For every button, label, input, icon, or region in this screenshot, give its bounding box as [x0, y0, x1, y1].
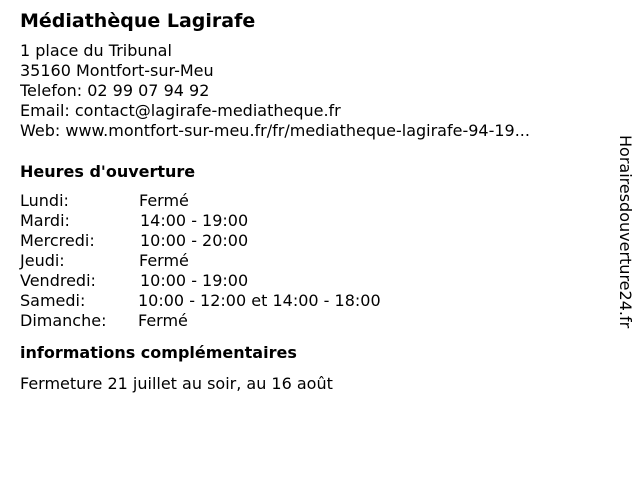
address-street: 1 place du Tribunal [20, 41, 172, 60]
hours-row-mardi [20, 211, 605, 231]
day-label: Samedi: [20, 291, 86, 310]
hours-row-mercredi [20, 231, 605, 251]
day-label: Dimanche: [20, 311, 107, 330]
hours-row-jeudi [20, 251, 605, 271]
day-hours: 10:00 - 20:00 [140, 231, 249, 250]
phone-line: Telefon: 02 99 07 94 92 [20, 81, 210, 100]
hours-row-lundi [20, 191, 605, 211]
day-hours: Fermé [139, 251, 189, 270]
day-label: Mercredi: [20, 231, 95, 250]
address-city: 35160 Montfort-sur-Meu [20, 61, 214, 80]
day-label: Lundi: [20, 191, 69, 210]
hours-heading: Heures d'ouverture [20, 162, 196, 181]
library-card [20, 9, 605, 394]
site-watermark: Horairesdouverture24.fr [616, 135, 635, 329]
day-label: Jeudi: [20, 251, 65, 270]
hours-row-dimanche [20, 311, 605, 331]
day-hours: 10:00 - 19:00 [140, 271, 249, 290]
website-line: Web: www.montfort-sur-meu.fr/fr/mediatheque-lagirafe-94-19... [20, 121, 530, 140]
day-hours: 14:00 - 19:00 [140, 211, 249, 230]
hours-row-vendredi [20, 271, 605, 291]
hours-row-samedi [20, 291, 605, 311]
opening-hours-list [20, 191, 605, 331]
address-block [20, 41, 605, 141]
day-hours: Fermé [139, 191, 189, 210]
email-line: Email: contact@lagirafe-mediatheque.fr [20, 101, 341, 120]
day-label: Mardi: [20, 211, 70, 230]
info-heading: informations complémentaires [20, 343, 297, 362]
day-hours: 10:00 - 12:00 et 14:00 - 18:00 [138, 291, 381, 310]
day-label: Vendredi: [20, 271, 96, 290]
library-title: Médiathèque Lagirafe [20, 10, 256, 32]
info-text: Fermeture 21 juillet au soir, au 16 août [20, 374, 333, 393]
day-hours: Fermé [138, 311, 188, 330]
